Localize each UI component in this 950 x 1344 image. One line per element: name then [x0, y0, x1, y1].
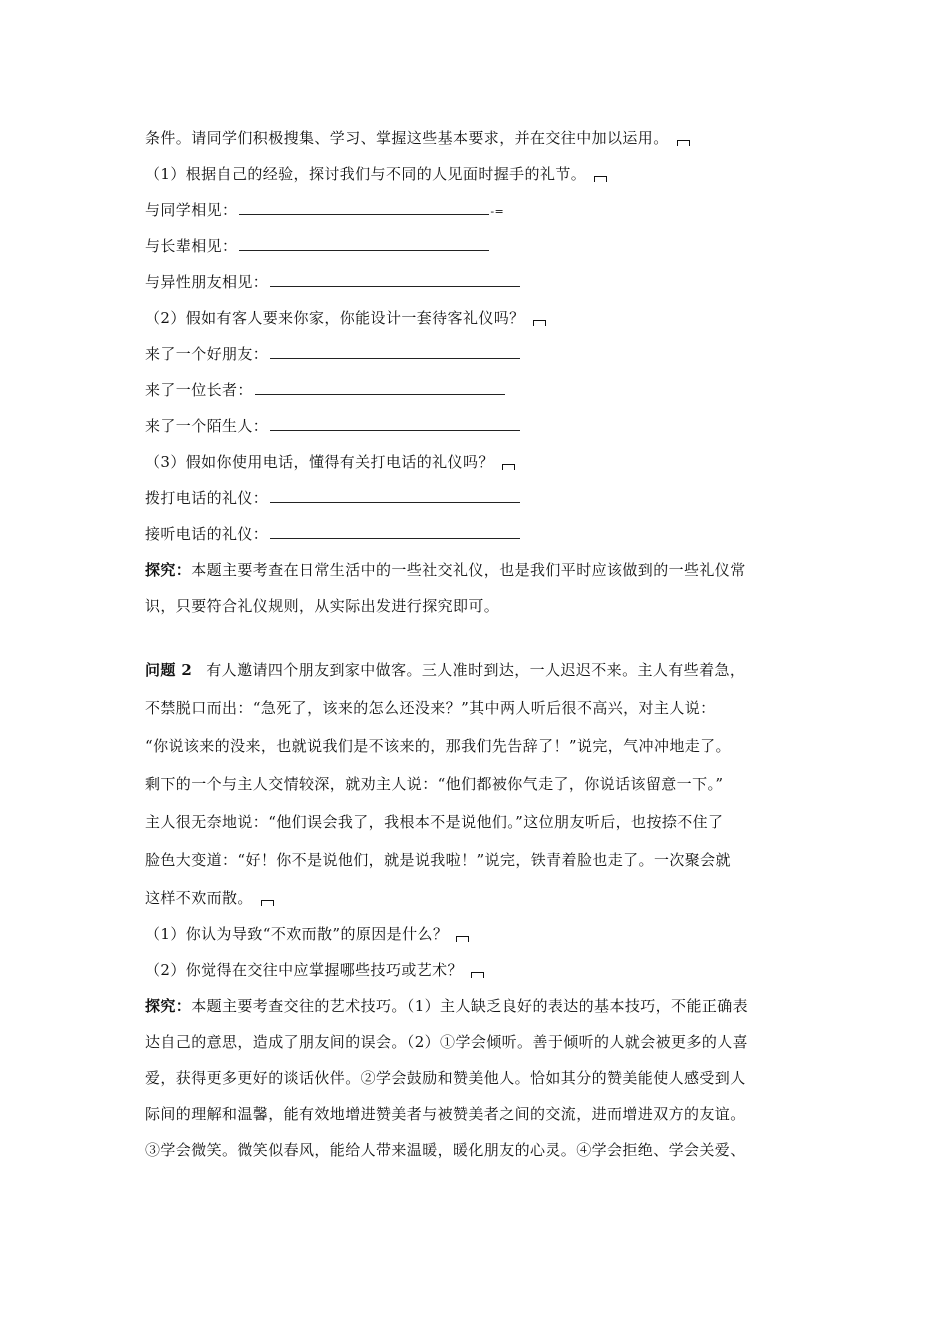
paragraph-text: 际间的理解和温馨，能有效地增进赞美者与被赞美者之间的交流，进而增进双方的友谊。 — [145, 1105, 746, 1123]
answer-blank[interactable] — [270, 344, 520, 359]
problem-label: 问题 2 — [145, 661, 193, 679]
paragraph-text: 条件。请同学们积极搜集、学习、掌握这些基本要求，并在交往中加以运用。 — [145, 129, 669, 147]
problem-2-line — [145, 660, 745, 680]
paragraph-text: 这样不欢而散。 — [145, 889, 253, 907]
paragraph-text: 本题主要考查在日常生活中的一些社交礼仪，也是我们平时应该做到的一些礼仪常 — [191, 561, 746, 579]
answer-blank[interactable] — [239, 236, 489, 251]
answer-blank[interactable] — [239, 200, 489, 215]
answer-blank[interactable] — [270, 272, 520, 287]
fill-label: 来了一个好朋友： — [145, 345, 269, 363]
bracket-mark — [456, 936, 469, 942]
text-line — [145, 596, 499, 616]
paragraph-text: 主人很无奈地说：“他们误会我了，我根本不是说他们。”这位朋友听后，也按捺不住了 — [145, 813, 724, 831]
fill-line — [145, 200, 504, 222]
fill-line — [145, 524, 520, 544]
fill-label: 与同学相见： — [145, 201, 238, 219]
paragraph-text: 爱，获得更多更好的谈话伙伴。②学会鼓励和赞美他人。恰如其分的赞美能使人感受到人 — [145, 1069, 746, 1087]
text-line — [145, 1068, 746, 1088]
question-text: （2）你觉得在交往中应掌握哪些技巧或艺术？ — [145, 961, 463, 979]
paragraph-text: ③学会微笑。微笑似春风，能给人带来温暖，暖化朋友的心灵。④学会拒绝、学会关爱、 — [145, 1141, 746, 1159]
text-line — [145, 812, 723, 832]
paragraph-text: 识，只要符合礼仪规则，从实际出发进行探究即可。 — [145, 597, 500, 615]
paragraph-text: 本题主要考查交往的艺术技巧。（1）主人缺乏良好的表达的基本技巧，不能正确表 — [191, 997, 749, 1015]
explore-label: 探究： — [145, 561, 192, 579]
answer-blank[interactable] — [270, 416, 520, 431]
paragraph-text: “你说该来的没来，也就说我们是不该来的，那我们先告辞了！”说完，气冲冲地走了。 — [145, 737, 731, 755]
bracket-mark — [502, 464, 515, 470]
bracket-mark — [533, 320, 546, 326]
explore-line — [145, 996, 748, 1016]
text-line — [145, 850, 731, 870]
question-text: （2）假如有客人要来你家，你能设计一套待客礼仪吗？ — [145, 309, 525, 327]
question-text: （1）你认为导致“不欢而散”的原因是什么？ — [145, 925, 449, 943]
paragraph-text: 剩下的一个与主人交情较深，就劝主人说：“他们都被你气走了，你说话该留意一下。” — [145, 775, 724, 793]
bracket-mark — [677, 140, 690, 146]
explore-label: 探究： — [145, 997, 192, 1015]
question-1 — [145, 164, 607, 184]
fill-label: 接听电话的礼仪： — [145, 525, 269, 543]
text-line — [145, 774, 723, 794]
text-line — [145, 698, 716, 718]
answer-blank[interactable] — [270, 524, 520, 539]
fill-label: 拨打电话的礼仪： — [145, 489, 269, 507]
fill-line — [145, 488, 520, 508]
paragraph-text: 有人邀请四个朋友到家中做客。三人准时到达，一人迟迟不来。主人有些着急， — [206, 661, 746, 679]
paragraph-text: 脸色大变道：“好！你不是说他们，就是说我啦！”说完，铁青着脸也走了。一次聚会就 — [145, 851, 731, 869]
question-text: （1）根据自己的经验，探讨我们与不同的人见面时握手的礼节。 — [145, 165, 587, 183]
fill-label: 来了一位长者： — [145, 381, 253, 399]
sub-question-1 — [145, 924, 469, 944]
answer-blank[interactable] — [255, 380, 505, 395]
explore-line — [145, 560, 746, 580]
fill-label: 与长辈相见： — [145, 237, 238, 255]
text-line — [145, 1032, 748, 1052]
bracket-mark — [261, 900, 274, 906]
question-3 — [145, 452, 515, 472]
question-2 — [145, 308, 546, 328]
text-line — [145, 736, 731, 756]
bracket-mark — [594, 176, 607, 182]
paragraph-text: 达自己的意思，造成了朋友间的误会。（2）①学会倾听。善于倾听的人就会被更多的人喜 — [145, 1033, 749, 1051]
question-text: （3）假如你使用电话，懂得有关打电话的礼仪吗？ — [145, 453, 494, 471]
bracket-mark — [471, 972, 484, 978]
fill-line — [145, 272, 520, 292]
sub-question-2 — [145, 960, 484, 980]
paragraph-text: 不禁脱口而出：“急死了，该来的怎么还没来？”其中两人听后很不高兴，对主人说： — [145, 699, 716, 717]
text-line — [145, 128, 690, 148]
fill-line — [145, 236, 489, 256]
text-line — [145, 888, 274, 908]
text-line — [145, 1104, 746, 1124]
fill-label: 来了一个陌生人： — [145, 417, 269, 435]
fill-line — [145, 380, 505, 400]
stray-mark: -= — [490, 205, 505, 218]
fill-line — [145, 344, 520, 364]
text-line — [145, 1140, 746, 1160]
fill-label: 与异性朋友相见： — [145, 273, 269, 291]
answer-blank[interactable] — [270, 488, 520, 503]
fill-line — [145, 416, 520, 436]
